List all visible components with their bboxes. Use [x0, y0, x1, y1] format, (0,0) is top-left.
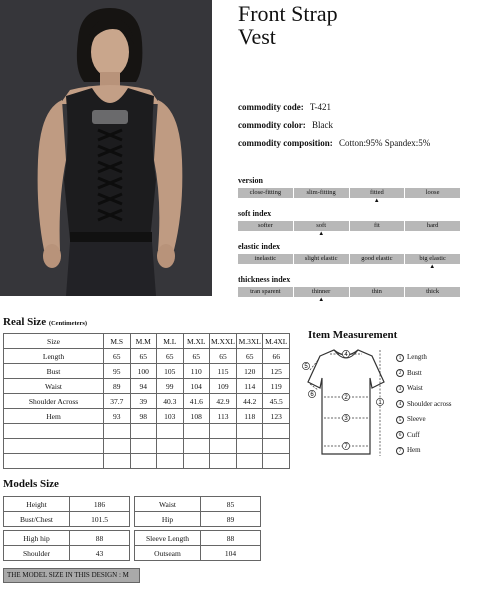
product-title — [238, 2, 338, 48]
diagram-marker-2: 2 — [344, 395, 348, 402]
size-row-label — [4, 424, 104, 439]
scale-option: good elastic — [350, 254, 405, 264]
model-size-row — [135, 512, 261, 527]
size-row-label: Shoulder Across — [4, 394, 104, 409]
item-measurement-title: Item Measurement — [308, 329, 398, 341]
size-cell — [236, 424, 263, 439]
size-cell: M.4XL — [263, 334, 290, 349]
size-cell — [157, 454, 184, 469]
commodity-color-row — [238, 120, 430, 131]
scale-marker-slot — [405, 198, 461, 205]
models-size-table-left-bottom — [3, 530, 130, 561]
size-cell — [157, 424, 184, 439]
size-cell — [263, 424, 290, 439]
model-size-label: Bust/Chest — [4, 512, 70, 527]
size-table-row — [4, 424, 290, 439]
size-row-label — [4, 454, 104, 469]
model-size-value: 89 — [201, 512, 261, 527]
scale-option: slight elastic — [294, 254, 349, 264]
scale-bar — [238, 287, 460, 297]
scale-option: slim-fitting — [294, 188, 349, 198]
size-table-row — [4, 439, 290, 454]
scale-marker-slot — [405, 231, 461, 238]
scale-bar — [238, 188, 460, 198]
legend-number: 2 — [396, 369, 404, 377]
scale-option: softer — [238, 221, 293, 231]
size-row-label: Length — [4, 349, 104, 364]
commodity-composition-row — [238, 138, 430, 149]
size-cell — [104, 424, 131, 439]
size-cell: 105 — [157, 364, 184, 379]
commodity-color-value: Black — [311, 120, 333, 130]
size-cell — [210, 454, 237, 469]
size-cell: 65 — [130, 349, 157, 364]
size-cell — [210, 439, 237, 454]
size-cell — [183, 439, 210, 454]
commodity-code-value: T-421 — [309, 102, 331, 112]
scale-label: soft index — [238, 209, 272, 218]
size-cell: 113 — [210, 409, 237, 424]
scale-selected-marker-icon: ▲ — [429, 264, 436, 270]
size-table-row — [4, 409, 290, 424]
size-cell — [157, 439, 184, 454]
size-table-row — [4, 364, 290, 379]
diagram-marker-3: 3 — [344, 416, 348, 423]
scale-option: fitted — [350, 188, 405, 198]
product-specs — [238, 102, 430, 156]
size-cell: 89 — [104, 379, 131, 394]
scale-marks — [238, 297, 460, 304]
size-cell — [104, 439, 131, 454]
size-cell: 98 — [130, 409, 157, 424]
legend-label: Length — [407, 353, 427, 361]
size-cell — [263, 454, 290, 469]
diagram-marker-1: 1 — [378, 400, 382, 407]
size-table-row — [4, 379, 290, 394]
scale-option: big elastic — [405, 254, 460, 264]
size-cell: 65 — [157, 349, 184, 364]
legend-item — [396, 443, 452, 459]
size-cell: 41.6 — [183, 394, 210, 409]
model-size-row — [135, 497, 261, 512]
size-cell: 108 — [183, 409, 210, 424]
model-size-value: 85 — [201, 497, 261, 512]
legend-label: Hem — [407, 446, 421, 454]
size-table-row — [4, 394, 290, 409]
size-table-row — [4, 454, 290, 469]
size-cell — [183, 454, 210, 469]
model-size-label: Waist — [135, 497, 201, 512]
legend-item — [396, 381, 452, 397]
scale-option: loose — [405, 188, 460, 198]
real-size-table — [3, 333, 290, 469]
models-size-table-left-top — [3, 496, 130, 527]
model-size-value: 186 — [70, 497, 130, 512]
scale-option: soft — [294, 221, 349, 231]
legend-item — [396, 412, 452, 428]
scale-bar — [238, 254, 460, 264]
scale-marker-slot — [294, 264, 350, 271]
measurement-diagram — [300, 342, 392, 471]
scale-selected-marker-icon: ▲ — [318, 297, 325, 303]
scale-marker-slot — [238, 264, 294, 271]
scale-marker-slot — [405, 297, 461, 304]
size-cell — [236, 439, 263, 454]
scale-option: fit — [350, 221, 405, 231]
size-cell: M.S — [104, 334, 131, 349]
scale-marks — [238, 198, 460, 205]
scale-option: thin — [350, 287, 405, 297]
size-table-header — [4, 334, 290, 349]
scale-marker-slot — [349, 297, 405, 304]
size-cell: 115 — [210, 364, 237, 379]
legend-number: 3 — [396, 385, 404, 393]
size-cell: 45.5 — [263, 394, 290, 409]
model-size-row — [4, 497, 130, 512]
scale-option: tran sparent — [238, 287, 293, 297]
scale-marker-slot — [349, 264, 405, 271]
real-size-title — [3, 316, 87, 328]
size-cell: M.XL — [183, 334, 210, 349]
size-cell: 42.9 — [210, 394, 237, 409]
size-row-label: Hem — [4, 409, 104, 424]
legend-item — [396, 397, 452, 413]
legend-item — [396, 366, 452, 382]
size-cell: 65 — [183, 349, 210, 364]
legend-number: 6 — [396, 431, 404, 439]
model-size-row — [4, 531, 130, 546]
size-cell: 44.2 — [236, 394, 263, 409]
size-row-label: Waist — [4, 379, 104, 394]
size-cell: 37.7 — [104, 394, 131, 409]
size-cell — [183, 424, 210, 439]
scale-option: close-fitting — [238, 188, 293, 198]
scale-marks — [238, 231, 460, 238]
model-size-label: Height — [4, 497, 70, 512]
size-cell: 110 — [183, 364, 210, 379]
legend-label: Bustt — [407, 368, 422, 377]
diagram-marker-6: 6 — [310, 392, 314, 399]
size-cell: 95 — [104, 364, 131, 379]
scale-marks — [238, 264, 460, 271]
scale-option: hard — [405, 221, 460, 231]
size-cell: 120 — [236, 364, 263, 379]
size-cell: 114 — [236, 379, 263, 394]
size-cell: 65 — [236, 349, 263, 364]
size-cell — [236, 454, 263, 469]
size-cell: 65 — [104, 349, 131, 364]
diagram-marker-5: 5 — [304, 364, 308, 371]
size-row-label: Size — [4, 334, 104, 349]
size-row-label: Bust — [4, 364, 104, 379]
size-cell: 109 — [210, 379, 237, 394]
model-size-label: Hip — [135, 512, 201, 527]
size-cell: 100 — [130, 364, 157, 379]
commodity-composition-value: Cotton:95% Spandex:5% — [339, 138, 431, 148]
model-size-label: Sleeve Length — [135, 531, 201, 546]
size-cell: 93 — [104, 409, 131, 424]
size-cell — [104, 454, 131, 469]
product-photo — [0, 0, 212, 296]
model-size-row — [4, 546, 130, 561]
size-cell: M.XXL — [210, 334, 237, 349]
size-cell — [210, 424, 237, 439]
models-size-title: Models Size — [3, 478, 59, 490]
size-table-row — [4, 349, 290, 364]
product-title-line2: Vest — [238, 24, 276, 49]
model-size-row — [135, 546, 261, 561]
shirt-diagram — [300, 342, 392, 466]
legend-label: Waist — [407, 384, 423, 392]
real-size-title-text: Real Size — [3, 316, 47, 328]
scale-marker-slot — [238, 231, 294, 238]
models-size-table-right-top — [134, 496, 261, 527]
scale-label: version — [238, 176, 263, 185]
size-cell: 103 — [157, 409, 184, 424]
size-cell: 123 — [263, 409, 290, 424]
size-cell: 104 — [183, 379, 210, 394]
size-cell: 118 — [236, 409, 263, 424]
scale-option: inelastic — [238, 254, 293, 264]
size-cell: 66 — [263, 349, 290, 364]
size-cell: 99 — [157, 379, 184, 394]
model-size-value: 43 — [70, 546, 130, 561]
legend-label: Shoulder across — [407, 399, 452, 408]
commodity-composition-label: commodity composition: — [238, 138, 333, 148]
models-size-table-right-bottom — [134, 530, 261, 561]
measurement-legend — [396, 350, 452, 459]
legend-label: Sleeve — [407, 415, 426, 423]
size-cell: 40.3 — [157, 394, 184, 409]
legend-item — [396, 350, 452, 366]
size-cell: 65 — [210, 349, 237, 364]
legend-number: 5 — [396, 416, 404, 424]
product-title-line1: Front Strap — [238, 1, 338, 26]
legend-number: 7 — [396, 447, 404, 455]
model-size-value: 104 — [201, 546, 261, 561]
diagram-marker-4: 4 — [344, 352, 348, 359]
scale-marker-slot — [294, 198, 350, 205]
legend-label: Cuff — [407, 430, 420, 439]
size-cell — [130, 439, 157, 454]
model-size-label: High hip — [4, 531, 70, 546]
scale-selected-marker-icon: ▲ — [373, 198, 380, 204]
scale-marker-slot — [349, 231, 405, 238]
scale-thickness-index — [238, 275, 460, 304]
commodity-code-row — [238, 102, 430, 113]
size-row-label — [4, 439, 104, 454]
model-size-label: Shoulder — [4, 546, 70, 561]
size-cell: M.M — [130, 334, 157, 349]
size-cell — [130, 454, 157, 469]
scale-label: elastic index — [238, 242, 280, 251]
model-size-footer: THE MODEL SIZE IN THIS DESIGN : M — [3, 568, 140, 583]
model-size-value: 101.5 — [70, 512, 130, 527]
scale-marker-slot — [238, 198, 294, 205]
model-size-value: 88 — [70, 531, 130, 546]
model-photo-illustration — [0, 0, 212, 296]
size-cell — [130, 424, 157, 439]
scale-version — [238, 176, 460, 205]
scale-option: thick — [405, 287, 460, 297]
size-cell: 125 — [263, 364, 290, 379]
legend-item — [396, 428, 452, 444]
size-cell — [263, 439, 290, 454]
size-cell: 119 — [263, 379, 290, 394]
size-cell: 39 — [130, 394, 157, 409]
scale-bar — [238, 221, 460, 231]
model-size-row — [4, 512, 130, 527]
size-cell: 94 — [130, 379, 157, 394]
diagram-marker-7: 7 — [344, 444, 348, 451]
scale-elastic-index — [238, 242, 460, 271]
legend-number: 1 — [396, 354, 404, 362]
scale-selected-marker-icon: ▲ — [318, 231, 325, 237]
commodity-code-label: commodity code: — [238, 102, 304, 112]
size-cell: M.L — [157, 334, 184, 349]
scale-option: thinner — [294, 287, 349, 297]
model-size-row — [135, 531, 261, 546]
scale-marker-slot — [238, 297, 294, 304]
model-size-value: 88 — [201, 531, 261, 546]
legend-number: 4 — [396, 400, 404, 408]
model-size-label: Outseam — [135, 546, 201, 561]
size-cell: M.3XL — [236, 334, 263, 349]
real-size-unit: (Centimeters) — [48, 320, 88, 327]
scale-label: thickness index — [238, 275, 291, 284]
commodity-color-label: commodity color: — [238, 120, 306, 130]
scale-soft-index — [238, 209, 460, 238]
